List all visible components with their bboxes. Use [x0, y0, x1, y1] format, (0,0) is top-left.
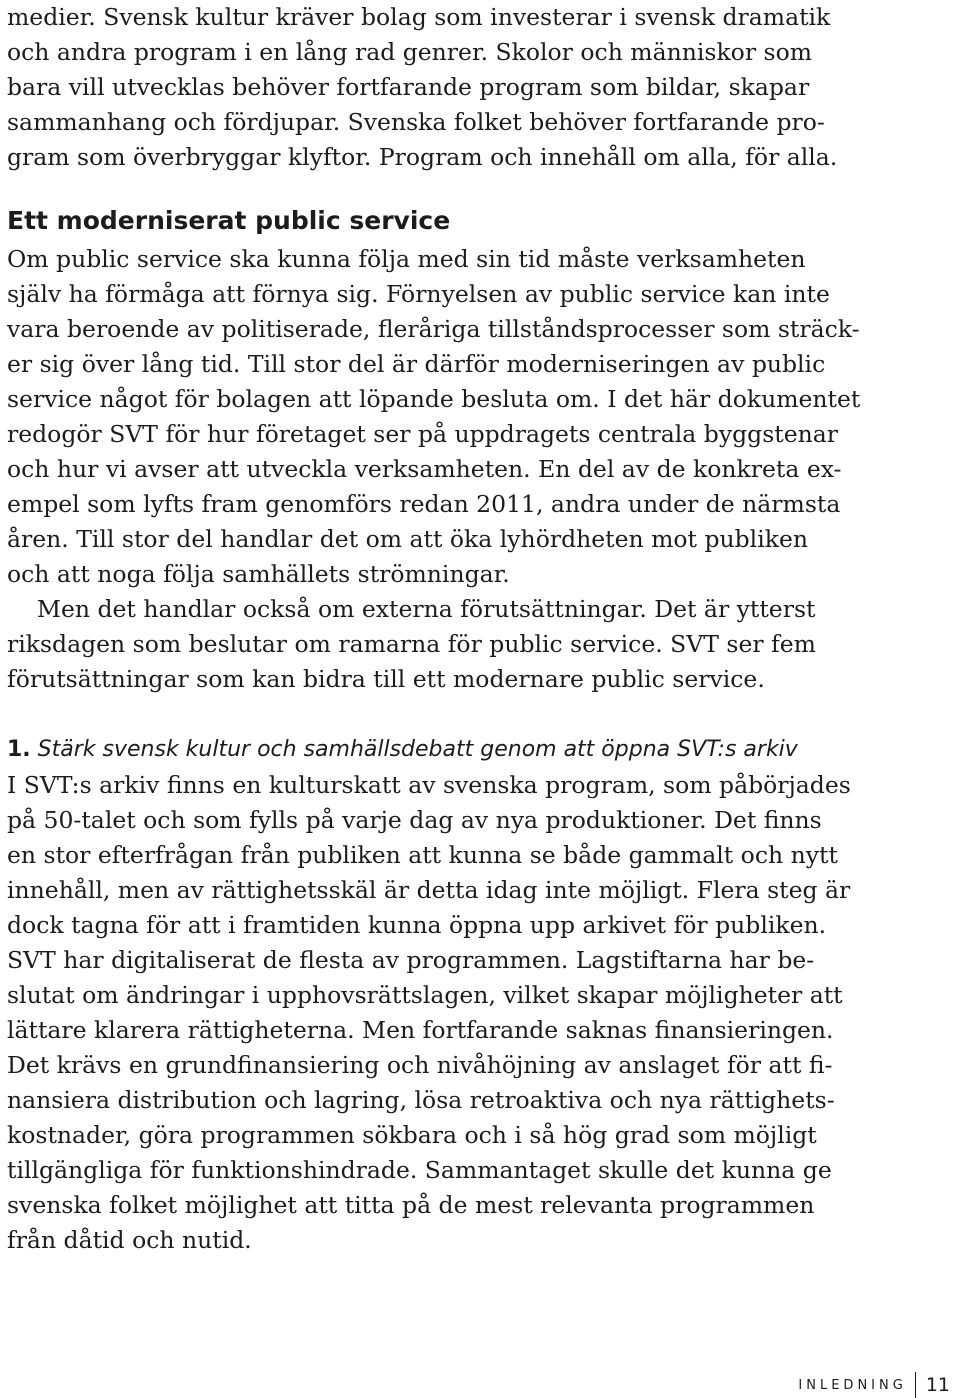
- text-line: och andra program i en lång rad genrer. Skolor och människor som: [7, 38, 813, 66]
- text-line: sammanhang och fördjupar. Svenska folket behöver fortfarande pro-: [7, 108, 825, 136]
- text-line: förutsättningar som kan bidra till ett modernare public service.: [7, 665, 765, 693]
- text-line: kostnader, göra programmen sökbara och i så hög grad som möjligt: [7, 1121, 817, 1149]
- text-line: SVT har digitaliserat de flesta av programmen. Lagstiftarna har be-: [7, 946, 815, 974]
- text-line: innehåll, men av rättighetsskäl är detta idag inte möjligt. Flera steg är: [7, 876, 851, 904]
- subheading-number: 1.: [7, 737, 31, 762]
- page-number: 11: [925, 1374, 950, 1396]
- subheading-title: Stärk svensk kultur och samhällsdebatt genom att öppna SVT:s arkiv: [37, 737, 798, 762]
- text-line: lättare klarera rättigheterna. Men fortfarande saknas finansieringen.: [7, 1016, 834, 1044]
- text-line: riksdagen som beslutar om ramarna för public service. SVT ser fem: [7, 630, 816, 658]
- footer-divider: [915, 1372, 916, 1398]
- text-line: Det krävs en grundfinansiering och nivåhöjning av anslaget för att fi-: [7, 1051, 833, 1079]
- text-line: och att noga följa samhällets strömningar.: [7, 560, 510, 588]
- text-line: redogör SVT för hur företaget ser på uppdragets centrala byggstenar: [7, 420, 838, 448]
- numbered-subheading: [7, 733, 798, 767]
- text-line: och hur vi avser att utveckla verksamheten. En del av de konkreta ex-: [7, 455, 842, 483]
- text-line: åren. Till stor del handlar det om att öka lyhördheten mot publiken: [7, 525, 808, 553]
- text-line: medier. Svensk kultur kräver bolag som investerar i svensk dramatik: [7, 3, 831, 31]
- text-line: nansiera distribution och lagring, lösa retroaktiva och nya rättighets-: [7, 1086, 835, 1114]
- section-heading: Ett moderniserat public service: [7, 206, 451, 235]
- text-line: er sig över lång tid. Till stor del är därför moderniseringen av public: [7, 350, 826, 378]
- text-line: service något för bolagen att löpande besluta om. I det här dokumentet: [7, 385, 861, 413]
- page-footer: [798, 1372, 950, 1398]
- text-line: tillgängliga för funktionshindrade. Sammantaget skulle det kunna ge: [7, 1156, 832, 1184]
- text-line: Om public service ska kunna följa med sin tid måste verksamheten: [7, 245, 806, 273]
- text-line: gram som överbryggar klyftor. Program och innehåll om alla, för alla.: [7, 143, 838, 171]
- text-line: svenska folket möjlighet att titta på de mest relevanta programmen: [7, 1191, 815, 1219]
- text-line: en stor efterfrågan från publiken att kunna se både gammalt och nytt: [7, 841, 838, 869]
- text-line: vara beroende av politiserade, fleråriga tillståndsprocesser som sträck-: [7, 315, 860, 343]
- text-line: I SVT:s arkiv finns en kulturskatt av svenska program, som påbörjades: [7, 771, 851, 799]
- text-line: slutat om ändringar i upphovsrättslagen, vilket skapar möjligheter att: [7, 981, 843, 1009]
- text-line: på 50-talet och som fylls på varje dag av nya produktioner. Det finns: [7, 806, 822, 834]
- footer-section-label: INLEDNING: [798, 1377, 907, 1393]
- text-line: från dåtid och nutid.: [7, 1226, 252, 1254]
- text-line: empel som lyfts fram genomförs redan 2011, andra under de närmsta: [7, 490, 841, 518]
- text-line: Men det handlar också om externa förutsättningar. Det är ytterst: [7, 595, 816, 623]
- text-line: dock tagna för att i framtiden kunna öppna upp arkivet för publiken.: [7, 911, 827, 939]
- text-line: bara vill utvecklas behöver fortfarande program som bildar, skapar: [7, 73, 810, 101]
- text-line: själv ha förmåga att förnya sig. Förnyelsen av public service kan inte: [7, 280, 830, 308]
